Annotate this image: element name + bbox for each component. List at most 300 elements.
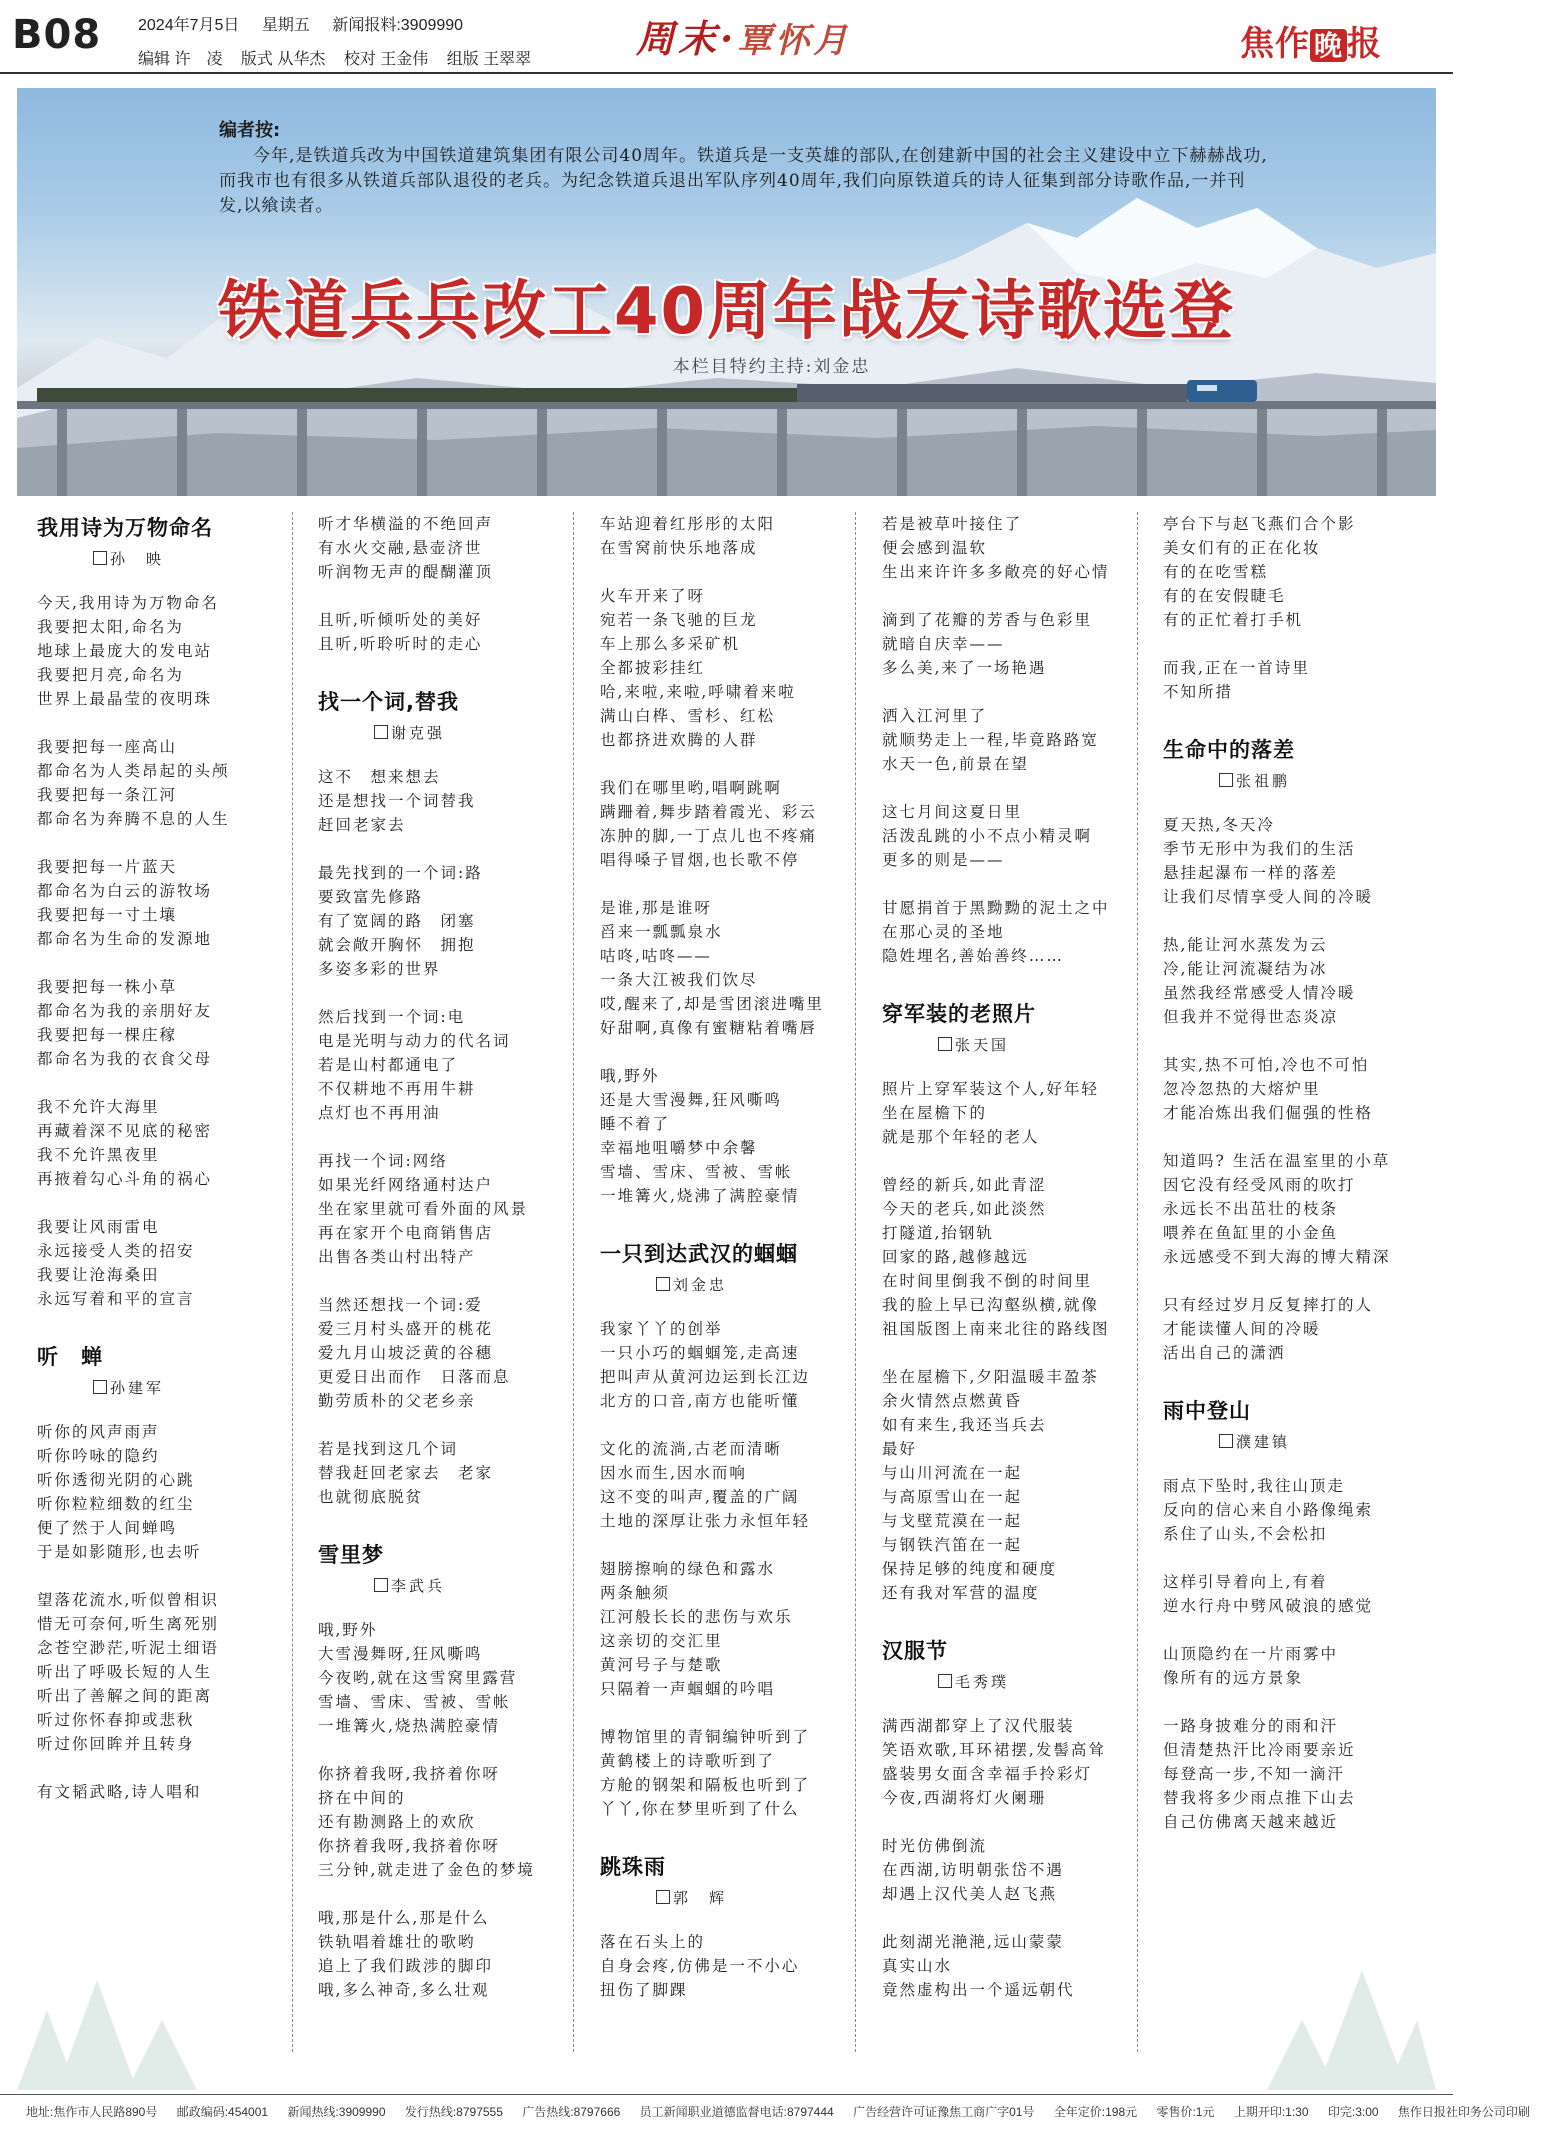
poem-line: 听你粒粒细数的红尘 bbox=[37, 1495, 195, 1513]
poem-line: 火车开来了呀 bbox=[600, 587, 706, 605]
poem-title: 穿军装的老照片 bbox=[882, 1002, 1036, 1026]
poem-line: 一路身披难分的雨和汗 bbox=[1163, 1717, 1339, 1735]
poem-line: 坐在屋檐下,夕阳温暖丰盈茶 bbox=[882, 1368, 1099, 1386]
poem-line: 其实,热不可怕,冷也不可怕 bbox=[1163, 1056, 1370, 1074]
poem-line: 都命名为奔腾不息的人生 bbox=[37, 810, 230, 828]
stanza bbox=[882, 1173, 1148, 1341]
poem-line: 北方的口音,南方也能听懂 bbox=[600, 1392, 800, 1410]
poem-line: 便了然于人间蝉鸣 bbox=[37, 1519, 178, 1537]
poem-line: 电是光明与动力的代名词 bbox=[318, 1032, 511, 1050]
poem-line: 全都披彩挂红 bbox=[600, 659, 706, 677]
author-name: 孙 映 bbox=[110, 550, 165, 568]
banner bbox=[17, 88, 1436, 496]
poem-line: 我要把每一寸土壤 bbox=[37, 906, 178, 924]
poem-line: 哈,来啦,来啦,呼啸着来啦 bbox=[600, 683, 796, 701]
page-header bbox=[0, 0, 1453, 72]
poem-line: 今天,我用诗为万物命名 bbox=[37, 594, 219, 612]
poem bbox=[37, 1341, 303, 1804]
poem bbox=[1163, 512, 1429, 704]
poem-line: 世界上最晶莹的夜明珠 bbox=[37, 690, 213, 708]
poem-line: 睡不着了 bbox=[600, 1115, 671, 1133]
poem-line: 两条触须 bbox=[600, 1584, 671, 1602]
section-dot: · bbox=[720, 16, 738, 61]
poem-line: 且听,听倾听处的美好 bbox=[318, 611, 483, 629]
editor-note-text: 今年,是铁道兵改为中国铁道建筑集团有限公司40周年。铁道兵是一支英雄的部队,在创建新中国的社会主义建设中立下赫赫战功,而我市也有很多从铁道兵部队退役的老兵。为纪念铁道兵退出军队序列40周年,我们向原铁道兵的诗人征集到部分诗歌作品,一并刊发,以飨读者。 bbox=[219, 146, 1268, 216]
poem-line: 此刻湖光滟滟,远山蒙蒙 bbox=[882, 1933, 1064, 1951]
stanza bbox=[37, 1420, 303, 1564]
poem-line: 系住了山头,不会松扣 bbox=[1163, 1525, 1328, 1543]
poem-line: 我不允许大海里 bbox=[37, 1098, 160, 1116]
poem-line: 还是想找一个词替我 bbox=[318, 792, 476, 810]
poem-line: 好甜啊,真像有蜜糖粘着嘴唇 bbox=[600, 1019, 817, 1037]
poem-title: 跳珠雨 bbox=[600, 1855, 666, 1879]
stanza bbox=[600, 1930, 866, 2002]
poem-line: 我要把每一株小草 bbox=[37, 978, 178, 996]
author-box-icon bbox=[1219, 773, 1233, 787]
poem-line: 我要把太阳,命名为 bbox=[37, 618, 184, 636]
stanza bbox=[882, 896, 1148, 968]
poem-line: 在西湖,访明朝张岱不遇 bbox=[882, 1861, 1064, 1879]
poem-line: 每登高一步,不知一滴汗 bbox=[1163, 1765, 1345, 1783]
staff-editor: 编辑 许 凌 bbox=[138, 51, 223, 68]
poem-line: 在那心灵的圣地 bbox=[882, 923, 1005, 941]
poem-line: 但我并不觉得世态炎凉 bbox=[1163, 1008, 1339, 1026]
poem bbox=[1163, 734, 1429, 1365]
poem-line: 听出了善解之间的距离 bbox=[37, 1687, 213, 1705]
poem-line: 如有来生,我还当兵去 bbox=[882, 1416, 1047, 1434]
poem-line: 我要把每一条江河 bbox=[37, 786, 178, 804]
footer-ad-hotline: 广告热线:8797666 bbox=[522, 2105, 621, 2119]
poem-line: 就会敞开胸怀 拥抱 bbox=[318, 936, 476, 954]
poem-title: 雨中登山 bbox=[1163, 1399, 1251, 1423]
poem-line: 若是被草叶接住了 bbox=[882, 515, 1023, 533]
stanza bbox=[37, 1215, 303, 1311]
stanza bbox=[1163, 813, 1429, 909]
author-box-icon bbox=[374, 1578, 388, 1592]
poem-line: 我要把每一棵庄稼 bbox=[37, 1026, 178, 1044]
stanza bbox=[318, 1618, 584, 1738]
author-name: 李武兵 bbox=[391, 1577, 446, 1595]
poem-line: 一堆篝火,烧热满腔豪情 bbox=[318, 1717, 500, 1735]
poem-line: 再藏着深不见底的秘密 bbox=[37, 1122, 213, 1140]
poem-line: 车上那么多采矿机 bbox=[600, 635, 741, 653]
poem-line: 与戈壁荒漠在一起 bbox=[882, 1512, 1023, 1530]
poem-line: 却遇上汉代美人赵飞燕 bbox=[882, 1885, 1058, 1903]
stanza bbox=[37, 1588, 303, 1756]
poem bbox=[600, 512, 866, 1208]
poem-line: 生出来许许多多敞亮的好心情 bbox=[882, 563, 1110, 581]
poem-line: 如果光纤网络通村达户 bbox=[318, 1176, 494, 1194]
poem-line: 有了宽阔的路 闭塞 bbox=[318, 912, 476, 930]
poem-line: 再掖着勾心斗角的祸心 bbox=[37, 1170, 213, 1188]
poem bbox=[318, 512, 584, 656]
poem-line: 哦,野外 bbox=[600, 1067, 660, 1085]
poem-line: 念苍空渺茫,听泥土细语 bbox=[37, 1639, 219, 1657]
poem-line: 若是找到这几个词 bbox=[318, 1440, 459, 1458]
stanza bbox=[600, 1317, 866, 1413]
poem-line: 翅膀擦响的绿色和露水 bbox=[600, 1560, 776, 1578]
poem-line: 笑语欢歌,耳环裙摆,发髻高耸 bbox=[882, 1741, 1106, 1759]
poem-line: 哎,醒来了,却是雪团滚进嘴里 bbox=[600, 995, 824, 1013]
poem-line: 听你透彻光阴的心跳 bbox=[37, 1471, 195, 1489]
poem-line: 虽然我经常感受人情冷暖 bbox=[1163, 984, 1356, 1002]
poem-line: 听你的风声雨声 bbox=[37, 1423, 160, 1441]
poem-line: 坐在屋檐下的 bbox=[882, 1104, 988, 1122]
stanza bbox=[600, 776, 866, 872]
footer-retail-price: 零售价:1元 bbox=[1156, 2105, 1215, 2119]
poem-line: 有的在安假睫毛 bbox=[1163, 587, 1286, 605]
poem-line: 永远感受不到大海的博大精深 bbox=[1163, 1248, 1391, 1266]
poem-line: 哦,多么神奇,多么壮观 bbox=[318, 1981, 490, 1999]
news-hotline: 新闻报料:3909990 bbox=[332, 17, 464, 34]
author-box-icon bbox=[656, 1890, 670, 1904]
stanza bbox=[882, 1077, 1148, 1149]
poem-line: 黄河号子与楚歌 bbox=[600, 1656, 723, 1674]
poem-title: 雪里梦 bbox=[318, 1543, 384, 1567]
footer-divider bbox=[0, 2094, 1453, 2095]
poem-line: 就暗自庆幸—— bbox=[882, 635, 1005, 653]
poem-line: 更多的则是—— bbox=[882, 851, 1005, 869]
stanza bbox=[1163, 1053, 1429, 1125]
footer-print-end: 印完:3:00 bbox=[1327, 2105, 1379, 2119]
poem-line: 亭台下与赵飞燕们合个影 bbox=[1163, 515, 1356, 533]
poem-line: 一堆篝火,烧沸了满腔豪情 bbox=[600, 1187, 800, 1205]
author-box-icon bbox=[93, 551, 107, 565]
poem-line: 地球上最庞大的发电站 bbox=[37, 642, 213, 660]
stanza bbox=[37, 1095, 303, 1191]
poem bbox=[882, 512, 1148, 968]
poem bbox=[318, 1539, 584, 2002]
stanza bbox=[1163, 512, 1429, 632]
column-host: 本栏目特约主持:刘金忠 bbox=[672, 357, 871, 377]
author-name: 濮建镇 bbox=[1236, 1433, 1291, 1451]
poem-line: 这亲切的交汇里 bbox=[600, 1632, 723, 1650]
poem-line: 我要让沧海桑田 bbox=[37, 1266, 160, 1284]
stanza bbox=[37, 735, 303, 831]
poem-line: 车站迎着红彤彤的太阳 bbox=[600, 515, 776, 533]
stanza bbox=[1163, 1293, 1429, 1365]
poem-line: 追上了我们跋涉的脚印 bbox=[318, 1957, 494, 1975]
poem-line: 我们在哪里哟,唱啊跳啊 bbox=[600, 779, 782, 797]
poem-line: 我的脸上早已沟壑纵横,就像 bbox=[882, 1296, 1099, 1314]
poem-author bbox=[938, 1034, 1148, 1055]
issue-date: 2024年7月5日 bbox=[138, 17, 240, 34]
poem-line: 若是山村都通电了 bbox=[318, 1056, 459, 1074]
stanza bbox=[1163, 1714, 1429, 1834]
poem-title: 一只到达武汉的蝈蝈 bbox=[600, 1242, 798, 1266]
poem-line: 才能读懂人间的冷暖 bbox=[1163, 1320, 1321, 1338]
poem-line: 听过你怀春抑或悲秋 bbox=[37, 1711, 195, 1729]
poem-line: 与高原雪山在一起 bbox=[882, 1488, 1023, 1506]
poem-line: 哦,那是什么,那是什么 bbox=[318, 1909, 490, 1927]
poem-line: 我不允许黑夜里 bbox=[37, 1146, 160, 1164]
poem-line: 有的在吃雪糕 bbox=[1163, 563, 1269, 581]
poem-line: 保持足够的纯度和硬度 bbox=[882, 1560, 1058, 1578]
poem-line: 与山川河流在一起 bbox=[882, 1464, 1023, 1482]
poem-line: 你挤着我呀,我挤着你呀 bbox=[318, 1837, 500, 1855]
author-name: 郭 辉 bbox=[673, 1889, 728, 1907]
poem-line: 还是大雪漫舞,狂风嘶鸣 bbox=[600, 1091, 782, 1109]
poem-author bbox=[1219, 770, 1429, 791]
poem-line: 都命名为我的亲朋好友 bbox=[37, 1002, 213, 1020]
poem-line: 然后找到一个词:电 bbox=[318, 1008, 466, 1026]
poem bbox=[37, 512, 303, 1311]
stanza bbox=[882, 1930, 1148, 2002]
poem-line: 再找一个词:网络 bbox=[318, 1152, 448, 1170]
stanza bbox=[600, 1437, 866, 1533]
poem-line: 因水而生,因水而响 bbox=[600, 1464, 747, 1482]
poem-line: 你挤着我呀,我挤着你呀 bbox=[318, 1765, 500, 1783]
footer-printer: 焦作日报社印务公司印刷 bbox=[1397, 2105, 1530, 2119]
text-column bbox=[318, 512, 584, 2052]
poem-line: 洒入江河里了 bbox=[882, 707, 988, 725]
stanza bbox=[37, 591, 303, 711]
footer-news-hotline: 新闻热线:3909990 bbox=[287, 2105, 386, 2119]
poem-line: 听才华横溢的不绝回声 bbox=[318, 515, 494, 533]
poem-line: 蹒跚着,舞步踏着霞光、彩云 bbox=[600, 803, 817, 821]
poem-line: 永远长不出茁壮的枝条 bbox=[1163, 1200, 1339, 1218]
poem-line: 再在家开个电商销售店 bbox=[318, 1224, 494, 1242]
poem-line: 反向的信心来自小路像绳索 bbox=[1163, 1501, 1374, 1519]
poem-line: 铁轨唱着雄壮的歌哟 bbox=[318, 1933, 476, 1951]
stanza bbox=[882, 704, 1148, 776]
poem-line: 有的正忙着打手机 bbox=[1163, 611, 1304, 629]
poem-line: 丫丫,你在梦里听到了什么 bbox=[600, 1800, 800, 1818]
staff-layout: 版式 从华杰 bbox=[240, 51, 326, 68]
poem bbox=[882, 998, 1148, 1605]
poem-line: 江河般长长的悲伤与欢乐 bbox=[600, 1608, 793, 1626]
poem-line: 也就彻底脱贫 bbox=[318, 1488, 424, 1506]
poem-line: 且听,听聆听时的走心 bbox=[318, 635, 483, 653]
footer-supervision: 员工新闻职业道德监督电话:8797444 bbox=[639, 2105, 834, 2119]
text-column bbox=[882, 512, 1148, 2052]
stanza bbox=[37, 855, 303, 951]
poem-line: 才能冶炼出我们倔强的性格 bbox=[1163, 1104, 1374, 1122]
stanza bbox=[318, 512, 584, 584]
author-name: 毛秀璞 bbox=[955, 1673, 1010, 1691]
poem-line: 冻肿的脚,一丁点儿也不疼痛 bbox=[600, 827, 817, 845]
poem-line: 也都挤进欢腾的人群 bbox=[600, 731, 758, 749]
stanza bbox=[318, 1149, 584, 1269]
poem bbox=[600, 1238, 866, 1821]
stanza bbox=[318, 1906, 584, 2002]
logo-part-b: 晚 bbox=[1310, 29, 1347, 62]
poem-line: 在雪窝前快乐地落成 bbox=[600, 539, 758, 557]
author-box-icon bbox=[938, 1037, 952, 1051]
poem-line: 文化的流淌,古老而清晰 bbox=[600, 1440, 782, 1458]
poem-line: 落在石头上的 bbox=[600, 1933, 706, 1951]
poem-line: 都命名为人类昂起的头颅 bbox=[37, 762, 230, 780]
section-name bbox=[636, 8, 851, 63]
stanza bbox=[1163, 1642, 1429, 1690]
poem-title: 找一个词,替我 bbox=[318, 690, 459, 714]
poem-line: 幸福地咀嚼梦中余馨 bbox=[600, 1139, 758, 1157]
poem-line: 多姿多彩的世界 bbox=[318, 960, 441, 978]
poem-line: 像所有的远方景象 bbox=[1163, 1669, 1304, 1687]
poem-line: 今夜哟,就在这雪窝里露营 bbox=[318, 1669, 518, 1687]
poem-line: 便会感到温软 bbox=[882, 539, 988, 557]
stanza bbox=[882, 1714, 1148, 1810]
stanza bbox=[600, 1725, 866, 1821]
poem-line: 最先找到的一个词:路 bbox=[318, 864, 483, 882]
page-footer bbox=[26, 2103, 1546, 2120]
text-column bbox=[600, 512, 866, 2052]
poem-line: 逆水行舟中劈风破浪的感觉 bbox=[1163, 1597, 1374, 1615]
stanza bbox=[37, 975, 303, 1071]
poem-line: 这不变的叫声,覆盖的广阔 bbox=[600, 1488, 800, 1506]
poem bbox=[882, 1635, 1148, 2002]
poem-line: 听你吟咏的隐约 bbox=[37, 1447, 160, 1465]
poem-line: 活出自己的潇洒 bbox=[1163, 1344, 1286, 1362]
poem-line: 听过你回眸并且转身 bbox=[37, 1735, 195, 1753]
poem-line: 只有经过岁月反复摔打的人 bbox=[1163, 1296, 1374, 1314]
poem-line: 望落花流水,听似曾相识 bbox=[37, 1591, 219, 1609]
poem-line: 还有勘测路上的欢欣 bbox=[318, 1813, 476, 1831]
stanza bbox=[600, 1557, 866, 1701]
poem-line: 还有我对军营的温度 bbox=[882, 1584, 1040, 1602]
poem-line: 不仅耕地不再用牛耕 bbox=[318, 1080, 476, 1098]
poem-author bbox=[656, 1887, 866, 1908]
poem bbox=[600, 1851, 866, 2002]
logo-part-c: 报 bbox=[1347, 24, 1383, 64]
poem-title: 我用诗为万物命名 bbox=[37, 516, 213, 540]
poem-line: 点灯也不再用油 bbox=[318, 1104, 441, 1122]
stanza bbox=[600, 584, 866, 752]
poem-line: 把叫声从黄河边运到长江边 bbox=[600, 1368, 811, 1386]
poem-line: 隐姓埋名,善始善终…… bbox=[882, 947, 1064, 965]
newspaper-logo bbox=[1240, 16, 1382, 65]
poem-line: 自己仿佛离天越来越近 bbox=[1163, 1813, 1339, 1831]
poem-author bbox=[374, 722, 584, 743]
poem-line: 挤在中间的 bbox=[318, 1789, 406, 1807]
poem-line: 我要把每一片蓝天 bbox=[37, 858, 178, 876]
stanza bbox=[318, 861, 584, 981]
poem-line: 坐在家里就可看外面的风景 bbox=[318, 1200, 529, 1218]
stanza bbox=[600, 896, 866, 1040]
poem bbox=[318, 686, 584, 1509]
poem-line: 满西湖都穿上了汉代服装 bbox=[882, 1717, 1075, 1735]
poem-line: 这七月间这夏日里 bbox=[882, 803, 1023, 821]
poem-line: 雨点下坠时,我往山顶走 bbox=[1163, 1477, 1345, 1495]
poem-line: 爱九月山坡泛黄的谷穗 bbox=[318, 1344, 494, 1362]
poem-author bbox=[93, 1377, 303, 1398]
poem-line: 宛若一条飞驰的巨龙 bbox=[600, 611, 758, 629]
poem-line: 咕咚,咕咚—— bbox=[600, 947, 712, 965]
poem-line: 甘愿捐首于黑黝黝的泥土之中 bbox=[882, 899, 1110, 917]
poem-line: 让我们尽情享受人间的冷暖 bbox=[1163, 888, 1374, 906]
staff-group: 组版 王翠翠 bbox=[446, 51, 532, 68]
poem-line: 喂养在鱼缸里的小金鱼 bbox=[1163, 1224, 1339, 1242]
stanza bbox=[37, 1780, 303, 1804]
poem-title: 汉服节 bbox=[882, 1639, 948, 1663]
poem-line: 听出了呼吸长短的人生 bbox=[37, 1663, 213, 1681]
poem-line: 这不 想来想去 bbox=[318, 768, 441, 786]
poem-line: 出售各类山村出特产 bbox=[318, 1248, 476, 1266]
poem-line: 大雪漫舞呀,狂风嘶鸣 bbox=[318, 1645, 483, 1663]
editor-note-label: 编者按: bbox=[219, 120, 281, 141]
stanza bbox=[1163, 1149, 1429, 1269]
footer-postcode: 邮政编码:454001 bbox=[176, 2105, 269, 2119]
poem-line: 听润物无声的醍醐灌顶 bbox=[318, 563, 494, 581]
poem-line: 雪墙、雪床、雪被、雪帐 bbox=[600, 1163, 793, 1181]
poem-line: 我要把每一座高山 bbox=[37, 738, 178, 756]
poem-author bbox=[656, 1274, 866, 1295]
poem-line: 滴到了花瓣的芳香与色彩里 bbox=[882, 611, 1093, 629]
poem-title: 听 蝉 bbox=[37, 1345, 103, 1369]
staff-proof: 校对 王金伟 bbox=[343, 51, 429, 68]
poem-author bbox=[1219, 1431, 1429, 1452]
poem-line: 祖国版图上南来北往的路线图 bbox=[882, 1320, 1110, 1338]
poem-line: 只隔着一声蝈蝈的吟唱 bbox=[600, 1680, 776, 1698]
poem-line: 永远写着和平的宣言 bbox=[37, 1290, 195, 1308]
poem-line: 热,能让河水蒸发为云 bbox=[1163, 936, 1328, 954]
poem-line: 赶回老家去 bbox=[318, 816, 406, 834]
poem-line: 于是如影随形,也去听 bbox=[37, 1543, 202, 1561]
poem-line: 有文韬武略,诗人唱和 bbox=[37, 1783, 202, 1801]
header-staff-line bbox=[138, 46, 545, 69]
poem-line: 一只小巧的蝈蝈笼,走高速 bbox=[600, 1344, 800, 1362]
author-box-icon bbox=[1219, 1434, 1233, 1448]
poem-line: 季节无形中为我们的生活 bbox=[1163, 840, 1356, 858]
poem-line: 忽冷忽热的大熔炉里 bbox=[1163, 1080, 1321, 1098]
poem-line: 爱三月村头盛开的桃花 bbox=[318, 1320, 494, 1338]
footer-address: 地址:焦作市人民路890号 bbox=[26, 2105, 158, 2119]
poem-line: 回家的路,越修越远 bbox=[882, 1248, 1029, 1266]
author-name: 孙建军 bbox=[110, 1379, 165, 1397]
poem-author bbox=[374, 1575, 584, 1596]
stanza bbox=[882, 800, 1148, 872]
poem-line: 扭伤了脚踝 bbox=[600, 1981, 688, 1999]
poem-line: 盛装男女面含幸福手拎彩灯 bbox=[882, 1765, 1093, 1783]
stanza bbox=[882, 608, 1148, 680]
poem-line: 方舱的钢架和隔板也听到了 bbox=[600, 1776, 811, 1794]
poem-line: 这样引导着向上,有着 bbox=[1163, 1573, 1328, 1591]
poem-line: 而我,正在一首诗里 bbox=[1163, 659, 1310, 677]
author-name: 刘金忠 bbox=[673, 1276, 728, 1294]
poem-line: 活泼乱跳的小不点小精灵啊 bbox=[882, 827, 1093, 845]
author-box-icon bbox=[656, 1277, 670, 1291]
poem-line: 当然还想找一个词:爱 bbox=[318, 1296, 483, 1314]
author-name: 张祖鹏 bbox=[1236, 772, 1291, 790]
poem-line: 三分钟,就走进了金色的梦境 bbox=[318, 1861, 535, 1879]
poem-line: 竟然虚构出一个遥远朝代 bbox=[882, 1981, 1075, 1999]
stanza bbox=[882, 1834, 1148, 1906]
poem-line: 知道吗? 生活在温室里的小草 bbox=[1163, 1152, 1391, 1170]
poem-line: 山顶隐约在一片雨雾中 bbox=[1163, 1645, 1339, 1663]
stanza bbox=[318, 1293, 584, 1413]
poem-author bbox=[93, 548, 303, 569]
stanza bbox=[882, 512, 1148, 584]
poem-line: 就是那个年轻的老人 bbox=[882, 1128, 1040, 1146]
poem-line: 我要把月亮,命名为 bbox=[37, 666, 184, 684]
poem-line: 打隧道,抬钢轨 bbox=[882, 1224, 994, 1242]
poem-line: 就顺势走上一程,毕竟路路宽 bbox=[882, 731, 1099, 749]
footer-distribution: 发行热线:8797555 bbox=[404, 2105, 503, 2119]
poem-line: 哦,野外 bbox=[318, 1621, 378, 1639]
poem-line: 自身会疼,仿佛是一不小心 bbox=[600, 1957, 800, 1975]
author-name: 张天国 bbox=[955, 1036, 1010, 1054]
poem-line: 黄鹤楼上的诗歌听到了 bbox=[600, 1752, 776, 1770]
poem-line: 最好 bbox=[882, 1440, 918, 1458]
text-column bbox=[1163, 512, 1429, 2052]
page-title: 铁道兵兵改工40周年战友诗歌选登 bbox=[217, 275, 1236, 349]
stanza bbox=[318, 1762, 584, 1882]
footer-print-start: 上期开印:1:30 bbox=[1233, 2105, 1309, 2119]
poem-line: 在时间里倒我不倒的时间里 bbox=[882, 1272, 1093, 1290]
poem-line: 曾经的新兵,如此青涩 bbox=[882, 1176, 1047, 1194]
stanza bbox=[1163, 933, 1429, 1029]
poem-line: 冷,能让河流凝结为冰 bbox=[1163, 960, 1328, 978]
